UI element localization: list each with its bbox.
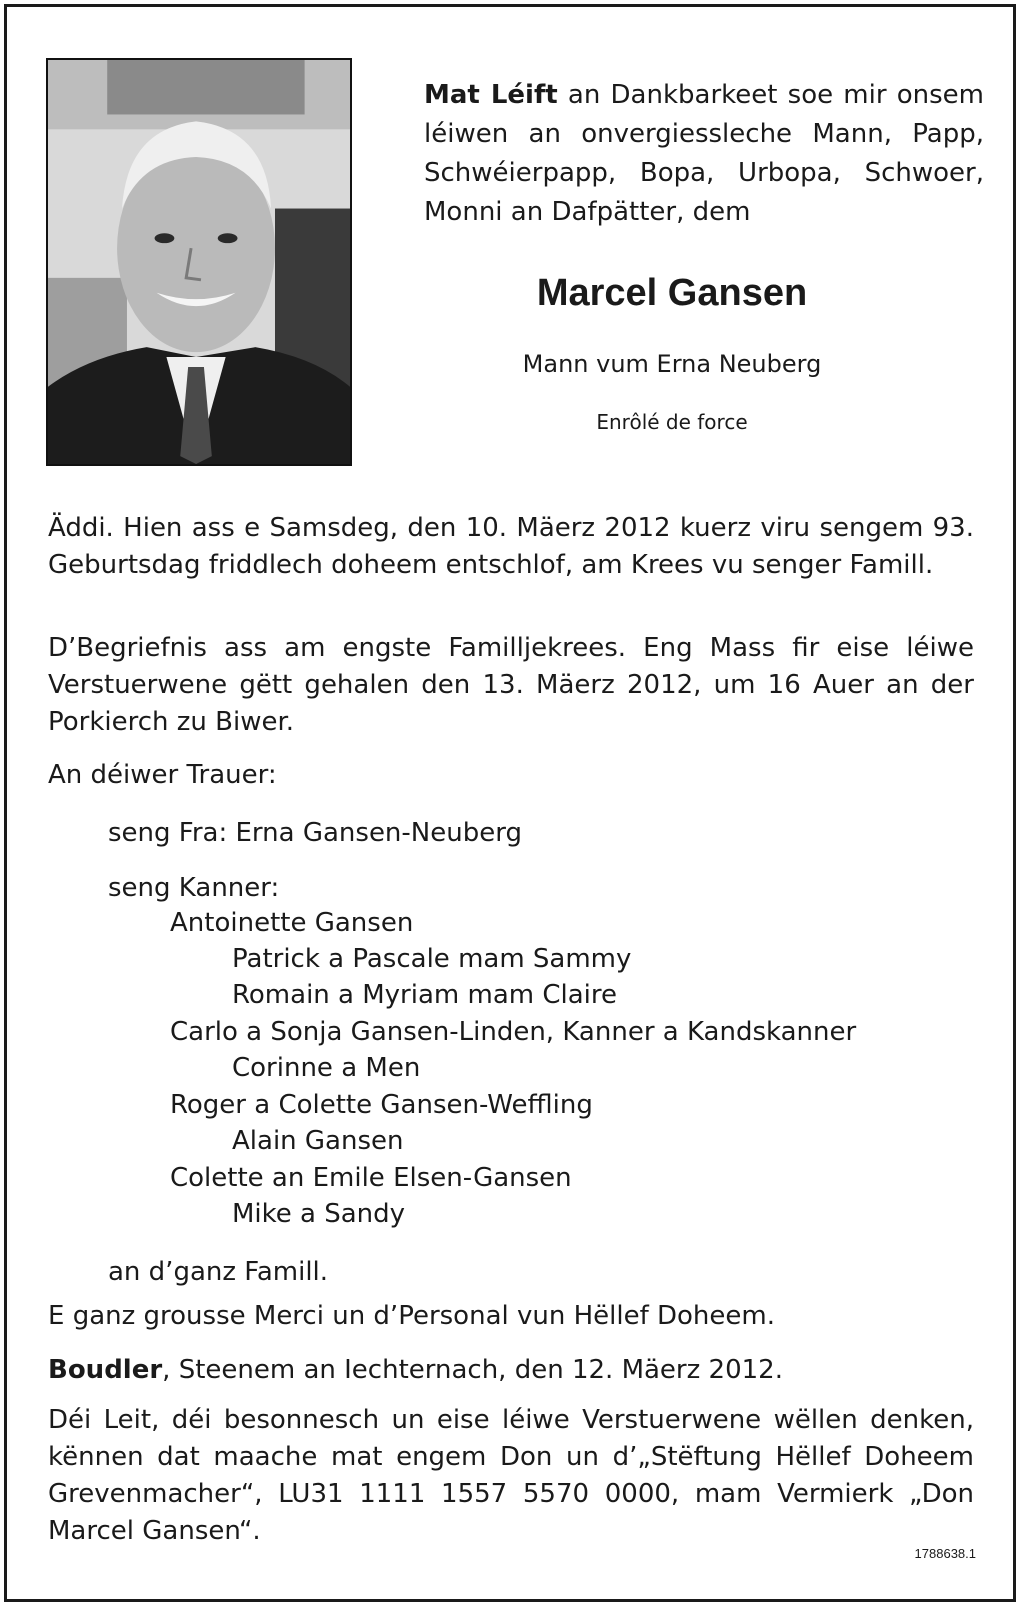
family-member: Romain a Myriam mam Claire xyxy=(232,980,617,1010)
family-member: Antoinette Gansen xyxy=(170,908,414,938)
intro-text xyxy=(424,76,984,232)
family-member: Mike a Sandy xyxy=(232,1199,406,1229)
spouse-line: Mann vum Erna Neuberg xyxy=(522,350,822,378)
whole-family-line: an d’ganz Famill. xyxy=(108,1257,329,1287)
note-line: Enrôlé de force xyxy=(596,410,748,434)
family-member: Colette an Emile Elsen-Gansen xyxy=(170,1163,572,1193)
wife-line: seng Fra: Erna Gansen-Neuberg xyxy=(108,818,522,848)
reference-number: 1788638.1 xyxy=(914,1546,976,1561)
family-member: Patrick a Pascale mam Sammy xyxy=(232,944,632,974)
family-member: Corinne a Men xyxy=(232,1053,421,1083)
death-paragraph: Äddi. Hien ass e Samsdeg, den 10. Mäerz 2012 kuerz viru sengem 93. Geburtsdag friddlech doheem entschlof, am Krees vu senger Famill. xyxy=(48,513,974,580)
place-date-line xyxy=(48,1352,974,1389)
funeral-paragraph: D’Begriefnis ass am engste Familljekrees. Eng Mass fir eise léiwe Verstuerwene gëtt gehalen den 13. Mäerz 2012, um 16 Auer an der Porkierch zu Biwer. xyxy=(48,633,974,737)
children-label: seng Kanner: xyxy=(108,873,280,903)
mourning-intro: An déiwer Trauer: xyxy=(48,760,277,790)
deceased-name: Marcel Gansen xyxy=(536,272,808,314)
family-member: Roger a Colette Gansen-Weffling xyxy=(170,1090,593,1120)
portrait-photo xyxy=(46,58,352,466)
place-bold: Boudler xyxy=(48,1355,163,1385)
family-member: Alain Gansen xyxy=(232,1126,404,1156)
thanks-line: E ganz grousse Merci un d’Personal vun Hëllef Doheem. xyxy=(48,1301,775,1331)
intro-rest: an Dankbarkeet soe mir onsem léiwen an onvergiessleche Mann, Papp, Schwéierpapp, Bopa, Urbopa, Schwoer, Monni an Dafpätter, dem xyxy=(424,80,984,227)
intro-bold-lead: Mat Léift xyxy=(424,80,558,110)
donation-paragraph: Déi Leit, déi besonnesch un eise léiwe Verstuerwene wëllen denken, kënnen dat maache mat engem Don un d’„Stëftung Hëllef Doheem Grevenmacher“, LU31 1111 1557 5570 0000, mam Vermierk „Don Marcel Gansen“. xyxy=(48,1405,974,1546)
family-member: Carlo a Sonja Gansen-Linden, Kanner a Kandskanner xyxy=(170,1017,857,1047)
place-rest: , Steenem an Iechternach, den 12. Mäerz 2012. xyxy=(162,1355,783,1385)
